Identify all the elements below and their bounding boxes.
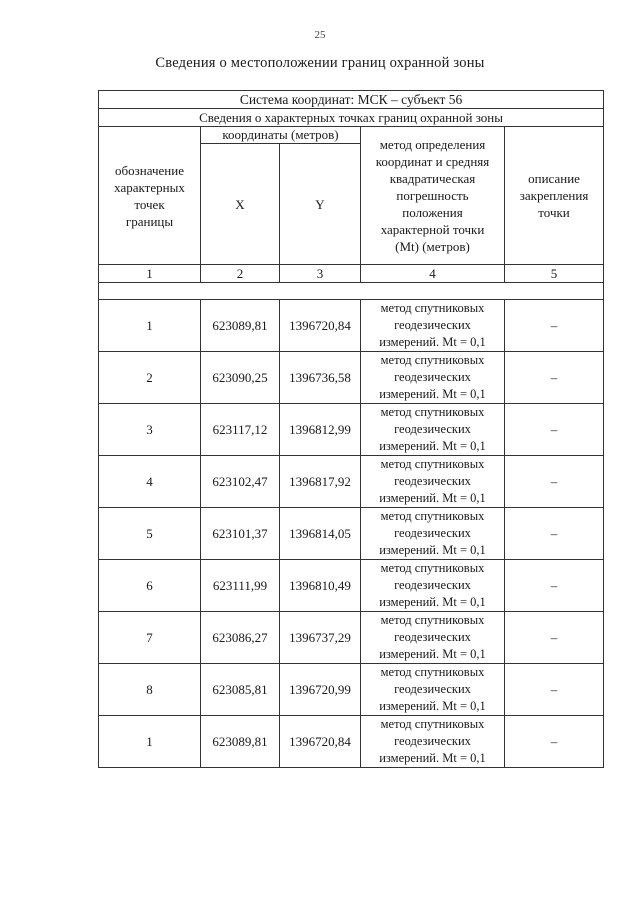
y-coordinate-cell: 1396810,49 <box>280 560 361 612</box>
point-number-cell: 1 <box>99 300 201 352</box>
x-coordinate-cell: 623090,25 <box>201 352 280 404</box>
point-number-cell: 6 <box>99 560 201 612</box>
column-number: 4 <box>361 265 505 283</box>
method-line: измерений. Mt = 0,1 <box>379 387 486 401</box>
table-body <box>99 91 604 300</box>
header-line: погрешность <box>396 188 469 203</box>
header-line: метод определения <box>379 137 486 152</box>
header-line: (Mt) (метров) <box>395 239 470 254</box>
point-rows <box>99 300 604 768</box>
table-row <box>99 456 604 508</box>
point-number-cell: 5 <box>99 508 201 560</box>
method-line: геодезических <box>394 578 471 592</box>
description-cell: – <box>505 664 604 716</box>
y-coordinate-cell: 1396814,05 <box>280 508 361 560</box>
method-line: метод спутниковых <box>380 457 485 471</box>
method-line: измерений. Mt = 0,1 <box>379 439 486 453</box>
table-row <box>99 352 604 404</box>
y-coordinate-cell: 1396812,99 <box>280 404 361 456</box>
point-number-cell: 7 <box>99 612 201 664</box>
column-number: 2 <box>201 265 280 283</box>
empty-cell <box>99 283 604 300</box>
method-line: метод спутниковых <box>380 561 485 575</box>
document-title: Сведения о местоположении границ охранной зоны <box>155 55 485 71</box>
method-line: измерений. Mt = 0,1 <box>379 699 486 713</box>
y-coordinate-cell: 1396720,84 <box>280 300 361 352</box>
method-line: геодезических <box>394 682 471 696</box>
column-number: 5 <box>505 265 604 283</box>
method-line: геодезических <box>394 526 471 540</box>
method-line: измерений. Mt = 0,1 <box>379 595 486 609</box>
header-row <box>99 127 604 144</box>
page-number: 25 <box>314 29 326 41</box>
method-line: геодезических <box>394 318 471 332</box>
designation-header <box>99 127 201 265</box>
table-row <box>99 109 604 127</box>
y-coordinate-cell: 1396720,84 <box>280 716 361 768</box>
method-line: измерений. Mt = 0,1 <box>379 647 486 661</box>
table-row <box>99 508 604 560</box>
method-line: измерений. Mt = 0,1 <box>379 543 486 557</box>
point-number-cell: 1 <box>99 716 201 768</box>
description-header <box>505 127 604 265</box>
table-row <box>99 404 604 456</box>
header-line: квадратическая <box>389 171 476 186</box>
column-number: 1 <box>99 265 201 283</box>
table-row <box>99 664 604 716</box>
method-cell <box>361 612 505 664</box>
point-number-cell: 8 <box>99 664 201 716</box>
x-coordinate-cell: 623089,81 <box>201 300 280 352</box>
description-cell: – <box>505 456 604 508</box>
table-row <box>99 300 604 352</box>
method-line: измерений. Mt = 0,1 <box>379 335 486 349</box>
method-cell <box>361 456 505 508</box>
header-line: координат и средняя <box>375 154 490 169</box>
description-cell: – <box>505 300 604 352</box>
y-coordinate-cell: 1396720,99 <box>280 664 361 716</box>
header-line: обозначение <box>115 162 184 178</box>
coordinates-header: координаты (метров) <box>201 127 361 144</box>
y-header: Y <box>280 144 361 265</box>
header-line: закрепления <box>519 188 589 203</box>
method-cell <box>361 716 505 768</box>
description-cell: – <box>505 612 604 664</box>
column-number: 3 <box>280 265 361 283</box>
method-cell <box>361 664 505 716</box>
table-row <box>99 716 604 768</box>
x-coordinate-cell: 623085,81 <box>201 664 280 716</box>
y-coordinate-cell: 1396737,29 <box>280 612 361 664</box>
method-line: геодезических <box>394 370 471 384</box>
description-cell: – <box>505 508 604 560</box>
method-line: геодезических <box>394 630 471 644</box>
zone-caption-cell: Сведения о характерных точках границ охранной зоны <box>99 109 604 127</box>
method-line: метод спутниковых <box>380 717 485 731</box>
coordinate-system-cell: Система координат: МСК – субъект 56 <box>99 91 604 109</box>
header-line: границы <box>125 213 174 229</box>
x-header: X <box>201 144 280 265</box>
x-coordinate-cell: 623117,12 <box>201 404 280 456</box>
description-cell: – <box>505 404 604 456</box>
description-cell: – <box>505 560 604 612</box>
method-cell <box>361 352 505 404</box>
method-line: измерений. Mt = 0,1 <box>379 751 486 765</box>
header-line: точек <box>134 196 165 212</box>
header-line: точки <box>538 205 570 220</box>
y-coordinate-cell: 1396817,92 <box>280 456 361 508</box>
column-number-row <box>99 265 604 283</box>
header-line: характерных <box>114 179 185 195</box>
table-row <box>99 560 604 612</box>
description-cell: – <box>505 352 604 404</box>
method-line: метод спутниковых <box>380 665 485 679</box>
header-line: описание <box>528 171 580 186</box>
boundary-points-table <box>98 90 604 768</box>
point-number-cell: 4 <box>99 456 201 508</box>
point-number-cell: 3 <box>99 404 201 456</box>
method-cell <box>361 300 505 352</box>
method-line: измерений. Mt = 0,1 <box>379 491 486 505</box>
empty-row <box>99 283 604 300</box>
header-line: положения <box>402 205 463 220</box>
point-number-cell: 2 <box>99 352 201 404</box>
method-line: геодезических <box>394 422 471 436</box>
x-coordinate-cell: 623111,99 <box>201 560 280 612</box>
method-cell <box>361 560 505 612</box>
method-line: геодезических <box>394 474 471 488</box>
header-line: характерной точки <box>380 222 485 237</box>
table-row <box>99 612 604 664</box>
method-header <box>361 127 505 265</box>
method-cell <box>361 404 505 456</box>
method-line: метод спутниковых <box>380 613 485 627</box>
method-line: метод спутниковых <box>380 509 485 523</box>
method-line: метод спутниковых <box>380 353 485 367</box>
description-cell: – <box>505 716 604 768</box>
method-line: метод спутниковых <box>380 405 485 419</box>
y-coordinate-cell: 1396736,58 <box>280 352 361 404</box>
x-coordinate-cell: 623101,37 <box>201 508 280 560</box>
table-row <box>99 91 604 109</box>
x-coordinate-cell: 623102,47 <box>201 456 280 508</box>
method-line: геодезических <box>394 734 471 748</box>
method-line: метод спутниковых <box>380 301 485 315</box>
x-coordinate-cell: 623089,81 <box>201 716 280 768</box>
x-coordinate-cell: 623086,27 <box>201 612 280 664</box>
method-cell <box>361 508 505 560</box>
